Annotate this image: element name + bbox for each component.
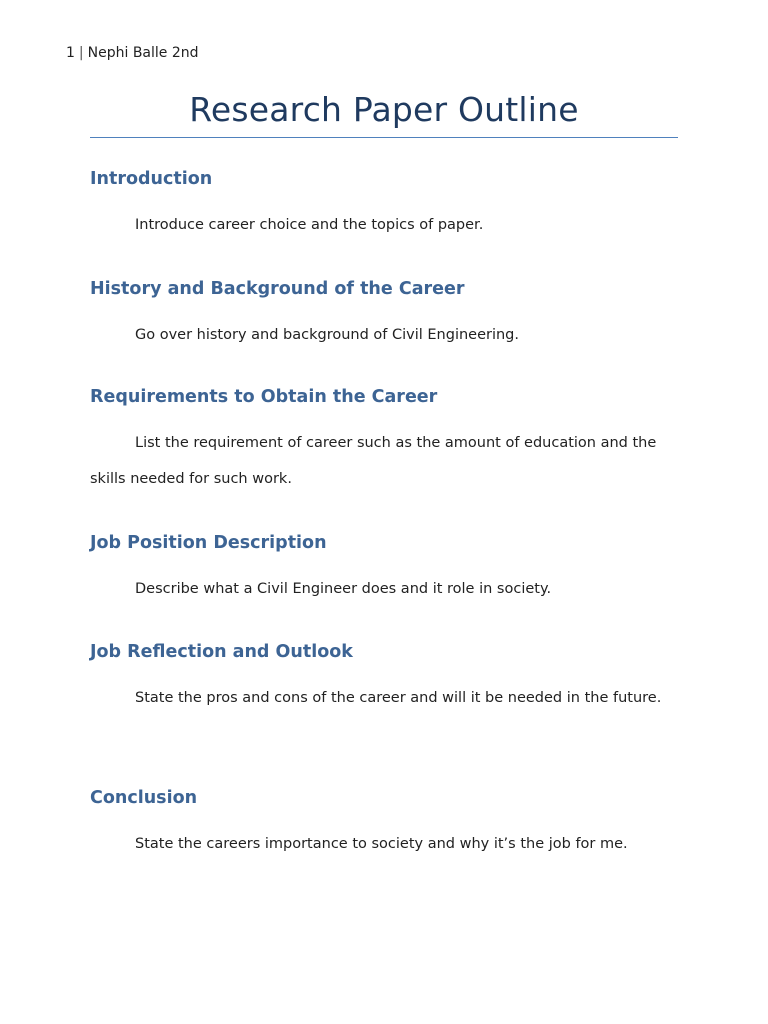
section-introduction [90, 168, 680, 243]
section-body: Describe what a Civil Engineer does and it role in society. [135, 581, 552, 597]
section-conclusion [90, 787, 680, 862]
section-heading: Requirements to Obtain the Career [90, 387, 438, 407]
page-header [66, 45, 199, 61]
header-author: Nephi Balle 2nd [87, 45, 199, 61]
document-title: Research Paper Outline [189, 90, 579, 129]
header-separator: | [78, 45, 84, 61]
section-history [90, 278, 680, 353]
section-heading: Job Position Description [90, 533, 327, 553]
section-heading: Job Reflection and Outlook [90, 642, 353, 662]
section-body: Go over history and background of Civil Engineering. [135, 327, 519, 343]
section-requirements [90, 386, 680, 497]
section-body: State the pros and cons of the career and will it be needed in the future. [135, 690, 662, 706]
section-body: State the careers importance to society and why it’s the job for me. [135, 836, 628, 852]
title-underline-rule [90, 137, 678, 138]
section-job-reflection [90, 641, 680, 716]
section-body: Introduce career choice and the topics of paper. [135, 217, 484, 233]
section-heading: Conclusion [90, 788, 198, 808]
section-job-position [90, 532, 680, 607]
section-heading: History and Background of the Career [90, 279, 465, 299]
section-heading: Introduction [90, 169, 213, 189]
page-number: 1 [66, 45, 75, 61]
section-body: List the requirement of career such as the amount of education and the skills needed for such work. [90, 435, 657, 487]
